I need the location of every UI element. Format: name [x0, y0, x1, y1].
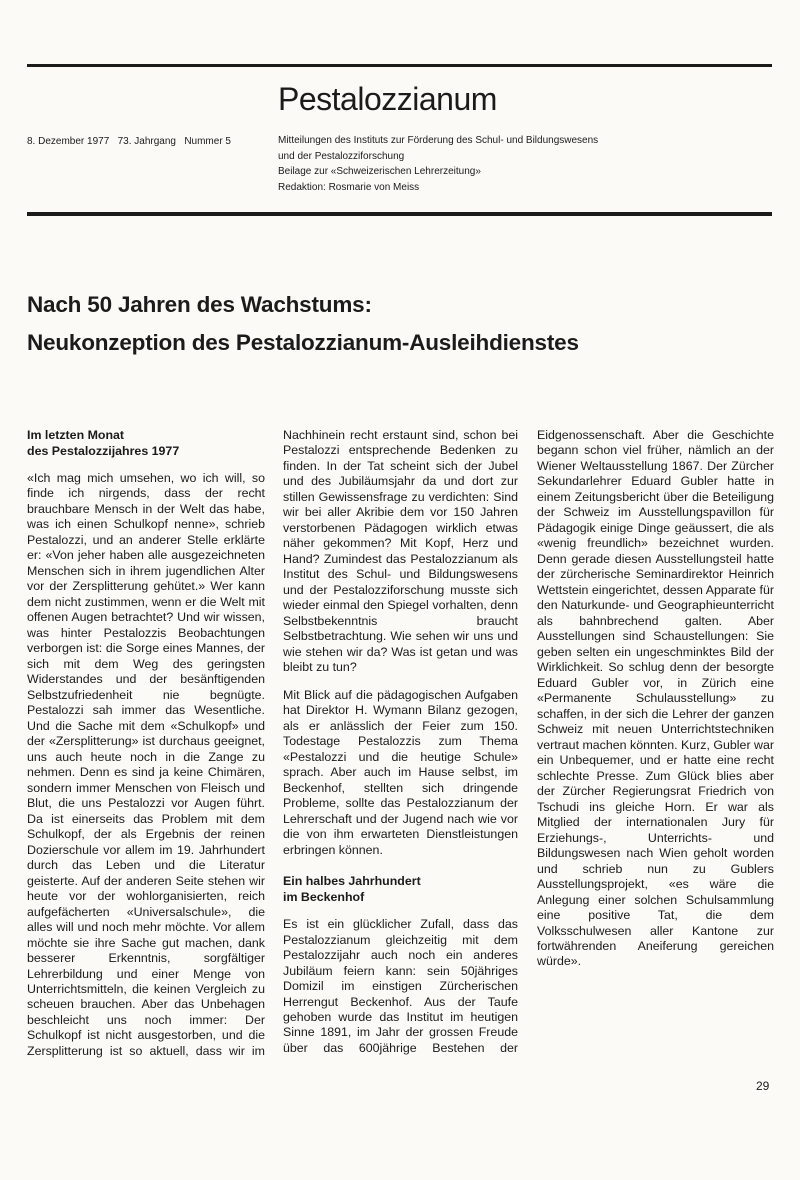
- masthead-subtitle: [278, 133, 598, 195]
- section-heading-line: des Pestalozzijahres 1977: [27, 443, 180, 458]
- masthead-line: Redaktion: Rosmarie von Meiss: [278, 181, 420, 193]
- section-heading-line: im Beckenhof: [283, 889, 365, 904]
- article-column-1: [27, 428, 265, 1071]
- masthead-title: Pestalozzianum: [278, 81, 497, 117]
- issue-info: [27, 135, 231, 148]
- section-heading-line: Ein halbes Jahrhundert: [283, 874, 421, 889]
- issue-date-line: 8. Dezember 1977 73. Jahrgang Nummer 5: [27, 136, 231, 147]
- paragraph-3: Es ist ein glücklicher Zufall, dass das Pestalozzianum gleichzeitig mit dem Pestalozzijahr auch noch ein anderes Jubiläum feiern kann: sein 50jähriges Domizil im einstigen Zürcherischen Herrengut Beckenhof. Aus der Taufe gehoben wurde das Institut im heutigen Sinne 1891, im Jahr der grossen Freude über das 600jährige Bestehen der: [283, 917, 518, 1055]
- article-column-2: [283, 428, 518, 1068]
- masthead-top-rule: [27, 64, 772, 67]
- section-heading-line: Im letzten Monat: [27, 428, 125, 442]
- section-heading: [27, 428, 265, 459]
- section-heading: [283, 874, 518, 905]
- headline-line-2: Neukonzeption des Pestalozzianum-Ausleihdienstes: [27, 330, 579, 355]
- article-column-3: [537, 428, 774, 982]
- masthead-bottom-rule: [27, 212, 772, 216]
- page-number: 29: [756, 1079, 770, 1093]
- paragraph-1: «Ich mag mich umsehen, wo ich will, so finde ich nirgends, dass der recht brauchbare Mensch in der Welt das habe, was ich einen Schulkopf nenne», schrieb Pestalozzi, und an anderer Stelle erklärte er: «Von jeher haben alle ausgezeichneten Menschen sich in ihrem jugendlichen Alter vor der Zersplitterung gehütet.» Wer kann dem nicht zustimmen, wenn er die Welt mit offenen Augen betrachtet? Und wir wissen, was hinter Pestalozzis Beobachtungen verborgen ist: die Sorge eines Mannes, der sich mit dem Weg des geringsten Widerstandes und der besänftigenden Selbstzufriedenheit nie begnügte. Pestalozzi sah immer das Wesentliche. Und die Sache mit dem «Schulkopf» und der «Zersplitterung» ist durchaus geeignet, uns auch heute noch in die Zange zu nehmen. Denn es sind ja keine Chimären, sondern immer Menschen von Fleisch und Blut, die uns Pestalozzi vor Augen führt. Da ist einerseits das Problem mit dem Schulkopf, der als Ergebnis der reinen Dozierschule vor allem im 19. Jahrhundert durch das Leben und die Literatur geisterte. Auf der anderen Seite stehen wir heute vor der wohlorganisierten, reich aufgefächerten «Universalschule», die alles will und noch mehr möchte. Vor allem möchte sie ihre Sache gut machen, dank besserer Erkenntnis, sorgfältiger Lehrerbildung und einer Menge von Unterrichtsmitteln, die keinen Vergleich zu scheuen brauchen. Aber das Unbehagen beschleicht uns noch immer: Der Schulkopf ist nicht ausgestorben, und die Zersplitterung ist so aktuell, dass wir im: [27, 471, 265, 1058]
- masthead-line: und der Pestalozziforschung: [278, 150, 405, 162]
- headline-line-1: Nach 50 Jahren des Wachstums:: [27, 292, 372, 317]
- masthead-line: Beilage zur «Schweizerischen Lehrerzeitung»: [278, 166, 481, 177]
- paragraph-2: Mit Blick auf die pädagogischen Aufgaben hat Direktor H. Wymann Bilanz gezogen, als er anlässlich der Feier zum 150. Todestage Pestalozzis zum Thema «Pestalozzi und die heutige Schule» sprach. Aber auch im Hause selbst, im Beckenhof, stellten sich dringende Probleme, sollte das Pestalozzianum der Lehrerschaft und der Jugend nach wie vor die von ihm erwarteten Dienstleistungen erbringen können.: [283, 687, 518, 857]
- paragraph-continued: Eidgenossenschaft. Aber die Geschichte begann schon viel früher, nämlich an der Wiener Weltausstellung 1867. Der Zürcher Sekundarlehrer Eduard Gubler hatte in einem Zeitungsbericht über die Beteiligung der Schweiz im Ausstellungspavillon für Pädagogik einige Dinge geäussert, die als «wenig freundlich» bezeichnet wurden. Denn gerade diesen Ausstellungsteil hatte der zürcherische Seminardirektor Heinrich Wettstein eingerichtet, dessen Apparate für den Naturkunde- und Geographieunterricht als bahnbrechend galten. Aber Ausstellungen sind Schaustellungen: Sie geben selten ein ungeschminktes Bild der Wirklichkeit. So schlug denn der besorgte Eduard Gubler vor, in Zürich eine «Permanente Schulausstellung» zu schaffen, in der sich die Lehrer der ganzen Schweiz mit neuen Unterrichtstechniken vertraut machen könnten. Kurz, Gubler war ein Unbequemer, und er hatte eine recht schlechte Presse. Zum Glück blies aber der Zürcher Regierungsrat Friedrich von Tschudi ins gleiche Horn. Er war als Mitglied der internationalen Jury für Erziehungs-, Unterrichts- und Bildungswesen nach Wien geholt worden und schrieb nun zu Gublers Ausstellungsprojekt, «es wäre die Anlegung einer solchen Schulsammlung eine positive Tat, die dem Volksschulwesen aller Kantone zur fortwährenden Aneiferung gereichen würde».: [537, 428, 774, 969]
- paragraph-continued: Nachhinein recht erstaunt sind, schon bei Pestalozzi entsprechende Bedenken zu finden. In der Tat scheint sich der Jubel und des Jubiläumsjahr da und dort zur stillen Gewissensfrage zu verdichten: Sind wir bei aller Akribie dem vor 150 Jahren verstorbenen Pädagogen wirklich etwas näher gekommen? Mit Kopf, Herz und Hand? Zumindest das Pestalozzianum als Institut des Schul- und Bildungswesens und der Pestalozziforschung musste sich wieder einmal den Spiegel vorhalten, denn Selbstbekenntnis braucht Selbstbetrachtung. Wie sehen wir uns und wie stehen wir da? Was ist getan und was bleibt zu tun?: [283, 428, 518, 675]
- article-headline: [27, 286, 579, 362]
- masthead-line: Mitteilungen des Instituts zur Förderung des Schul- und Bildungswesens: [278, 135, 599, 146]
